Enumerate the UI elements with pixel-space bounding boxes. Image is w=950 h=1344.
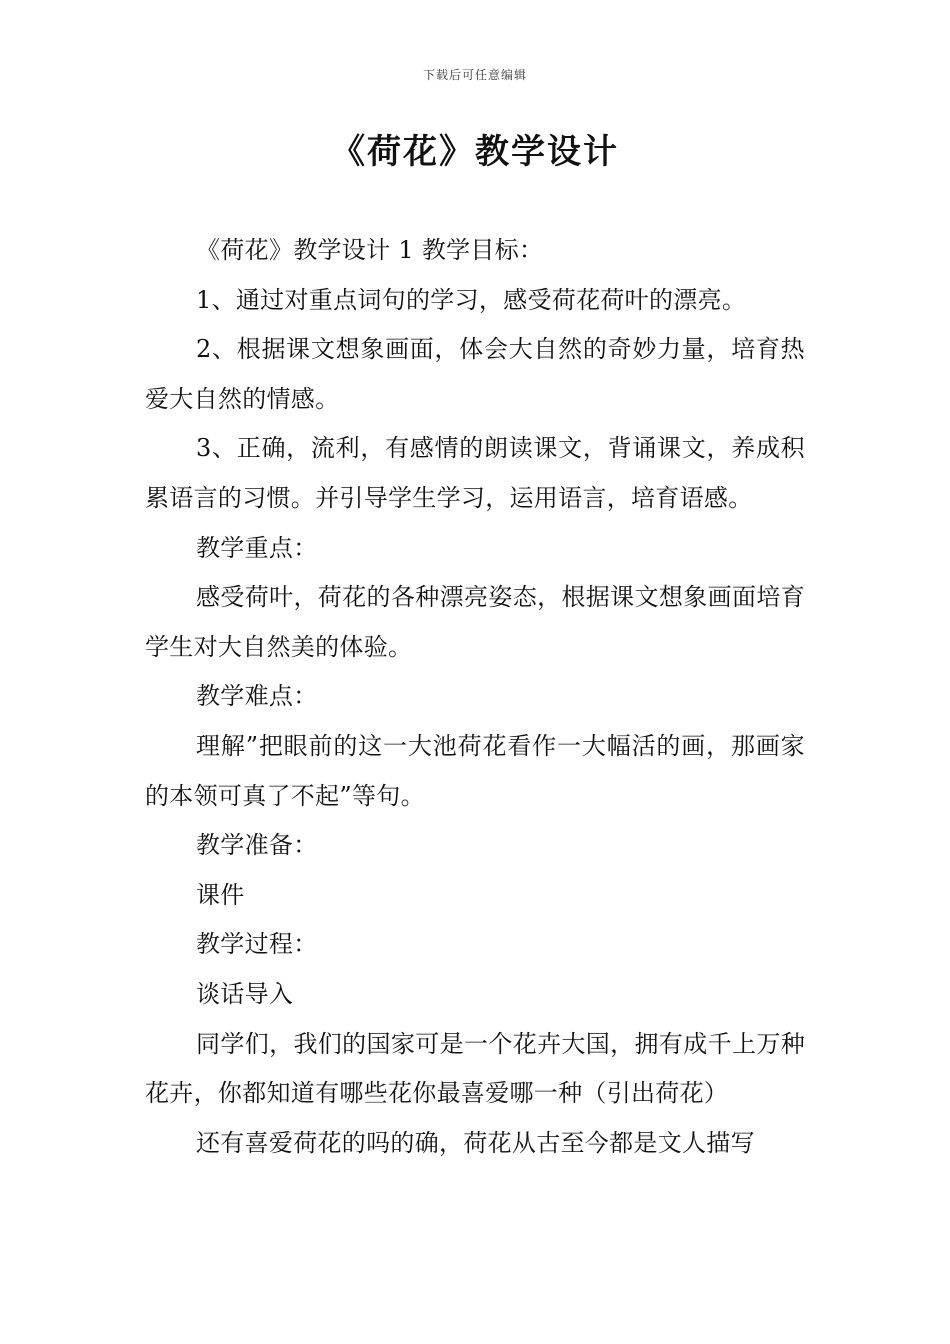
heading-difficulties: 教学难点： — [196, 682, 318, 711]
paragraph-intro: 《荷花》教学设计 1 教学目标： — [196, 236, 544, 264]
paragraph-preparation: 课件 — [196, 880, 245, 909]
paragraph-goal-1: 1、通过对重点词句的学习，感受荷花荷叶的漂亮。 — [196, 285, 747, 314]
heading-key-points: 教学重点： — [196, 533, 318, 562]
paragraph-key-points: 感受荷叶，荷花的各种漂亮姿态，根据课文想象画面培育学生对大自然美的体验。 — [145, 583, 805, 661]
document-title: 《荷花》教学设计 — [331, 132, 619, 172]
paragraph-difficulties: 理解”把眼前的这一大池荷花看作一大幅活的画，那画家的本领可真了不起”等句。 — [145, 731, 805, 810]
heading-process: 教学过程： — [196, 930, 318, 959]
paragraph-goal-2: 2、根据课文想象画面，体会大自然的奇妙力量，培育热爱大自然的情感。 — [145, 335, 805, 413]
heading-preparation: 教学准备： — [196, 831, 318, 860]
paragraph-goal-3: 3、正确，流利，有感情的朗读课文，背诵课文，养成积累语言的习惯。并引导学生学习，运用语言，培育语感。 — [145, 434, 805, 512]
paragraph-introduction: 同学们，我们的国家可是一个花卉大国，拥有成千上万种花卉，你都知道有哪些花你最喜爱哪一种（引出荷花） — [145, 1029, 805, 1108]
header-note: 下载后可任意编辑 — [422, 68, 527, 82]
document-body — [145, 226, 805, 1168]
paragraph-continuation: 还有喜爱荷花的吗的确，荷花从古至今都是文人描写 — [196, 1128, 755, 1157]
subheading-introduction: 谈话导入 — [196, 979, 294, 1008]
